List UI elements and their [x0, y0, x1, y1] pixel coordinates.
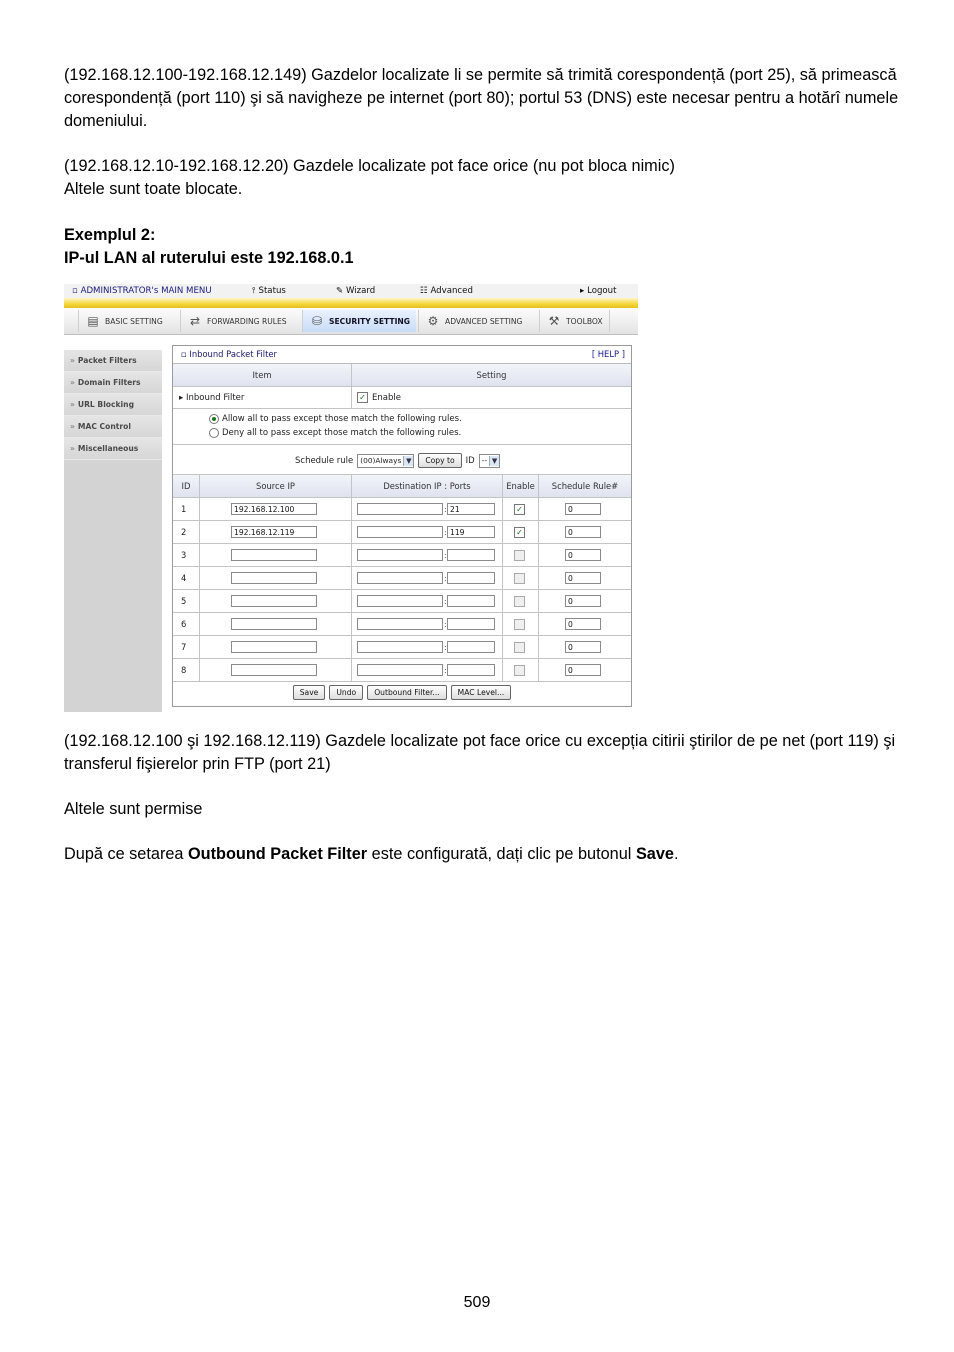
- final-instruction: După ce setarea Outbound Packet Filter este configurată, dați clic pe butonul Save.: [64, 845, 679, 863]
- schedule-rule-input[interactable]: 0: [565, 549, 601, 561]
- admin-main-menu[interactable]: ▫ ADMINISTRATOR's MAIN MENU: [72, 286, 212, 296]
- destination-ip-input[interactable]: [357, 526, 443, 538]
- source-ip-input[interactable]: [231, 572, 317, 584]
- save-button[interactable]: Save: [293, 685, 326, 700]
- top-menu-bar: [64, 284, 638, 299]
- rule-id: 8: [181, 665, 187, 675]
- rule-id: 4: [181, 573, 187, 583]
- rule-enable-checkbox[interactable]: [514, 550, 525, 561]
- rule-id: 2: [181, 527, 187, 537]
- rule-id: 5: [181, 596, 187, 606]
- id-select[interactable]: -- ▼: [479, 454, 500, 468]
- source-ip-input[interactable]: [231, 595, 317, 607]
- sidebar-item-miscellaneous[interactable]: » Miscellaneous: [64, 438, 162, 460]
- folder-icon: ▤: [87, 314, 99, 328]
- toolbox-icon: ⚒: [548, 314, 560, 328]
- allow-radio[interactable]: [209, 414, 219, 424]
- destination-ip-input[interactable]: [357, 618, 443, 630]
- sidebar-item-url-blocking[interactable]: » URL Blocking: [64, 394, 162, 416]
- panel-title: ▫ Inbound Packet Filter: [181, 349, 277, 359]
- destination-ip-input[interactable]: [357, 664, 443, 676]
- col-item: Item: [252, 370, 272, 380]
- wizard-icon: ✎: [336, 286, 344, 296]
- rule-enable-checkbox[interactable]: [514, 573, 525, 584]
- inbound-enable-checkbox[interactable]: ✓: [357, 392, 368, 403]
- table-row: [173, 659, 631, 682]
- example-subtitle: IP-ul LAN al ruterului este 192.168.0.1: [64, 249, 354, 267]
- others-allowed: Altele sunt permise: [64, 800, 203, 818]
- table-row: [173, 636, 631, 659]
- rule-id: 1: [181, 504, 187, 514]
- button-bar: [173, 685, 631, 700]
- schedule-rule-input[interactable]: 0: [565, 595, 601, 607]
- rule-enable-checkbox[interactable]: ✓: [514, 504, 525, 515]
- wizard-link[interactable]: ✎ Wizard: [336, 286, 376, 296]
- copy-to-button[interactable]: Copy to: [418, 453, 461, 468]
- tab-security-setting[interactable]: ⛁ SECURITY SETTING: [302, 310, 416, 332]
- destination-ip-input[interactable]: [357, 595, 443, 607]
- port-input[interactable]: [447, 572, 495, 584]
- rule-id: 3: [181, 550, 187, 560]
- rule-enable-checkbox[interactable]: [514, 665, 525, 676]
- tab-bar: [64, 308, 638, 335]
- schedule-select[interactable]: (00)Always ▼: [357, 454, 414, 468]
- colon-separator: :: [444, 642, 447, 652]
- col-schedule: Schedule Rule#: [551, 481, 619, 491]
- col-destination: Destination IP : Ports: [383, 481, 471, 491]
- schedule-rule-label: Schedule rule: [295, 455, 354, 466]
- rule-id: 6: [181, 619, 187, 629]
- source-ip-input[interactable]: [231, 549, 317, 561]
- chevron-down-icon: ▼: [403, 456, 413, 466]
- destination-ip-input[interactable]: [357, 641, 443, 653]
- destination-ip-input[interactable]: [357, 549, 443, 561]
- hosts-line-1: (192.168.12.10-192.168.12.20) Gazdele localizate pot face orice (nu pot bloca nimic): [64, 157, 675, 175]
- policy-row: [173, 409, 631, 445]
- status-icon: ⫯: [252, 286, 256, 296]
- chevron-down-icon: ▼: [489, 456, 499, 466]
- col-enable: Enable: [506, 481, 535, 491]
- schedule-rule-input[interactable]: 0: [565, 526, 601, 538]
- destination-ip-input[interactable]: [357, 572, 443, 584]
- page-number: 509: [463, 1294, 491, 1311]
- gold-divider: [64, 298, 638, 308]
- enable-label: Enable: [372, 392, 401, 403]
- advanced-top-icon: ☷: [420, 286, 428, 296]
- source-ip-input[interactable]: 192.168.12.100: [231, 503, 317, 515]
- port-input[interactable]: [447, 618, 495, 630]
- panel-header: [173, 346, 631, 364]
- port-input[interactable]: [447, 595, 495, 607]
- schedule-rule-input[interactable]: 0: [565, 503, 601, 515]
- schedule-rule-input[interactable]: 0: [565, 664, 601, 676]
- rules-table: [173, 498, 631, 682]
- table-row: [173, 590, 631, 613]
- table-row: [173, 544, 631, 567]
- schedule-rule-input[interactable]: 0: [565, 572, 601, 584]
- col-source-ip: Source IP: [256, 481, 295, 491]
- hosts-line-2: Altele sunt toate blocate.: [64, 180, 243, 198]
- hosts-paragraph: [64, 155, 904, 201]
- col-id: ID: [181, 481, 191, 491]
- help-link[interactable]: [ HELP ]: [591, 349, 625, 359]
- rule-enable-checkbox[interactable]: ✓: [514, 527, 525, 538]
- inbound-filter-row: [173, 387, 631, 409]
- schedule-rule-input[interactable]: 0: [565, 641, 601, 653]
- colon-separator: :: [444, 573, 447, 583]
- security-icon: ⛁: [311, 314, 323, 328]
- allow-option[interactable]: Allow all to pass except those match the following rules.: [209, 414, 462, 424]
- intro-paragraph: (192.168.12.100-192.168.12.149) Gazdelor localizate li se permite să trimită corespondență (port 25), să primească corespondență (port 110) şi să navigheze pe internet (port 80); portul 53 (DNS) este necesar pentru a hotărî numele domeniului.: [64, 66, 899, 130]
- deny-option[interactable]: Deny all to pass except those match the following rules.: [209, 428, 461, 438]
- sidebar-item-packet-filters[interactable]: » Packet Filters: [64, 350, 162, 372]
- colon-separator: :: [444, 504, 447, 514]
- source-ip-input[interactable]: [231, 618, 317, 630]
- schedule-row: [173, 445, 631, 475]
- advanced-link[interactable]: ☷ Advanced: [420, 286, 473, 296]
- rule-enable-checkbox[interactable]: [514, 596, 525, 607]
- table-row: [173, 613, 631, 636]
- table-row: [173, 521, 631, 544]
- item-setting-header: [173, 364, 631, 387]
- port-input[interactable]: [447, 549, 495, 561]
- tab-toolbox[interactable]: ⚒ TOOLBOX: [539, 310, 610, 332]
- source-ip-input[interactable]: 192.168.12.119: [231, 526, 317, 538]
- tab-advanced-setting[interactable]: ⚙ ADVANCED SETTING: [418, 310, 528, 332]
- colon-separator: :: [444, 619, 447, 629]
- id-label: ID: [465, 455, 475, 466]
- source-ip-input[interactable]: [231, 641, 317, 653]
- example-result-paragraph: (192.168.12.100 şi 192.168.12.119) Gazdele localizate pot face orice cu excepția citirii ştirilor de pe net (port 119) şi transferul fişierelor prin FTP (port 21): [64, 732, 896, 773]
- port-input[interactable]: [447, 664, 495, 676]
- schedule-controls: [295, 453, 500, 468]
- status-link[interactable]: ⫯ Status: [252, 286, 286, 296]
- arrow-right-icon: ▸: [580, 286, 585, 296]
- rules-header: [173, 475, 631, 498]
- example-heading: [64, 224, 904, 270]
- inbound-packet-filter-panel: [172, 345, 632, 707]
- port-input[interactable]: 21: [447, 503, 495, 515]
- col-setting: Setting: [476, 370, 507, 380]
- tab-forwarding-rules[interactable]: ⇄ FORWARDING RULES: [180, 310, 293, 332]
- save-bold: Save: [635, 845, 674, 863]
- destination-ip-input[interactable]: [357, 503, 443, 515]
- sidebar-item-mac-control[interactable]: » MAC Control: [64, 416, 162, 438]
- outbound-filter-bold: Outbound Packet Filter: [188, 845, 368, 863]
- mac-level-button[interactable]: MAC Level...: [451, 685, 512, 700]
- colon-separator: :: [444, 550, 447, 560]
- table-row: [173, 498, 631, 521]
- schedule-rule-input[interactable]: 0: [565, 618, 601, 630]
- advanced-icon: ⚙: [427, 314, 439, 328]
- port-input[interactable]: 119: [447, 526, 495, 538]
- deny-radio[interactable]: [209, 428, 219, 438]
- inbound-filter-label: ▸ Inbound Filter: [179, 392, 245, 403]
- router-screenshot: [64, 284, 638, 712]
- logout-link[interactable]: ▸ Logout: [580, 286, 617, 296]
- rule-id: 7: [181, 642, 187, 652]
- port-input[interactable]: [447, 641, 495, 653]
- colon-separator: :: [444, 665, 447, 675]
- example-title: Exemplul 2:: [64, 226, 156, 244]
- sidebar: [64, 350, 162, 712]
- source-ip-input[interactable]: [231, 664, 317, 676]
- outbound-filter-button[interactable]: Outbound Filter...: [367, 685, 446, 700]
- colon-separator: :: [444, 596, 447, 606]
- tab-basic-setting[interactable]: ▤ BASIC SETTING: [78, 310, 169, 332]
- undo-button[interactable]: Undo: [329, 685, 363, 700]
- table-row: [173, 567, 631, 590]
- colon-separator: :: [444, 527, 447, 537]
- forward-icon: ⇄: [189, 314, 201, 328]
- rule-enable-checkbox[interactable]: [514, 642, 525, 653]
- sidebar-item-domain-filters[interactable]: » Domain Filters: [64, 372, 162, 394]
- rule-enable-checkbox[interactable]: [514, 619, 525, 630]
- enable-control: [357, 387, 401, 408]
